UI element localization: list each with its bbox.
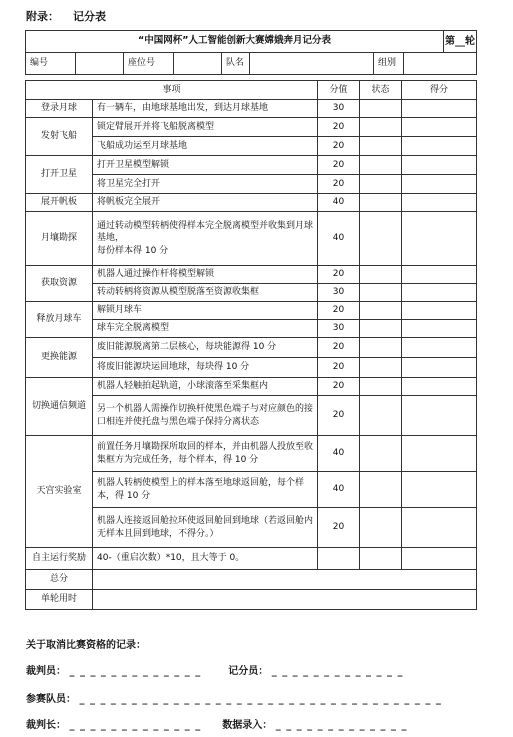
task-points: 20 (318, 137, 360, 156)
task-description: 机器人转柄使模型上的样本落至地球返回舱，每个样本，得 10 分 (93, 472, 318, 508)
task-points: 40 (318, 194, 360, 212)
summary-row (26, 590, 477, 610)
task-category: 登录月球 (26, 100, 93, 118)
task-description: 球车完全脱离模型 (93, 320, 318, 338)
participant-label: 参赛队员： (26, 694, 76, 705)
col-header-score: 得分 (402, 81, 477, 100)
status-cell[interactable] (360, 396, 402, 436)
task-row (26, 266, 477, 284)
status-cell[interactable] (360, 378, 402, 396)
task-description: 有一辆车，由地球基地出发，到达月球基地 (93, 100, 318, 118)
task-category: 月壤勘探 (26, 212, 93, 266)
task-description: 机器人连接返回舱拉环使返回舱回到地球（若返回舱内无样本且回到地球，不得分。） (93, 508, 318, 548)
task-description: 转动转柄将资源从模型脱落至资源收集框 (93, 284, 318, 302)
score-cell[interactable] (402, 266, 477, 284)
task-row (26, 436, 477, 472)
score-cell[interactable] (402, 284, 477, 302)
task-row (26, 320, 477, 338)
referee-label: 裁判员： (26, 666, 66, 677)
status-cell[interactable] (360, 338, 402, 358)
status-cell[interactable] (360, 472, 402, 508)
task-category: 获取资源 (26, 266, 93, 302)
status-cell[interactable] (360, 118, 402, 137)
task-points: 20 (318, 338, 360, 358)
round-time-label: 单轮用时 (26, 590, 93, 610)
task-description: 将卫星完全打开 (93, 175, 318, 194)
task-description: 机器人通过操作杆将模型解锁 (93, 266, 318, 284)
task-description: 通过转动模型转柄使得样本完全脱离模型并收集到月球基地， 每份样本得 10 分 (93, 212, 318, 266)
col-header-item: 事项 (26, 81, 318, 100)
task-points: 20 (318, 266, 360, 284)
task-points: 40 (318, 436, 360, 472)
scoresheet-title: “中国网杯”人工智能创新大赛嫦娥奔月记分表 (26, 31, 444, 53)
task-description: 将帆板完全展开 (93, 194, 318, 212)
scorer-signature-field[interactable]: _ _ _ _ _ _ _ _ _ _ _ _ _ (271, 666, 404, 677)
chief-line (26, 716, 408, 731)
referee-signature-field[interactable]: _ _ _ _ _ _ _ _ _ _ _ _ _ (69, 666, 202, 677)
task-description: 另一个机器人需操作切换杆使黑色端子与对应颜色的接口相连并使托盘与黑色端子保持分离状态 (93, 396, 318, 436)
task-points: 20 (318, 358, 360, 378)
task-description: 打开卫星模型解锁 (93, 156, 318, 175)
scorer-label: 记分员： (228, 666, 269, 677)
task-points: 20 (318, 302, 360, 320)
task-row (26, 338, 477, 358)
status-cell[interactable] (360, 358, 402, 378)
score-cell[interactable] (402, 378, 477, 396)
score-cell[interactable] (402, 338, 477, 358)
score-cell[interactable] (402, 548, 477, 570)
task-description: 解锁月球车 (93, 302, 318, 320)
score-cell[interactable] (402, 320, 477, 338)
task-row (26, 358, 477, 378)
status-cell[interactable] (360, 284, 402, 302)
score-cell[interactable] (402, 396, 477, 436)
score-cell[interactable] (402, 137, 477, 156)
appendix-label: 附录： (26, 10, 59, 23)
task-description: 锁定臂展开并将飞船脱离模型 (93, 118, 318, 137)
task-category: 释放月球车 (26, 302, 93, 338)
score-table-header (26, 81, 477, 100)
task-row (26, 472, 477, 508)
task-description: 飞船成功运至月球基地 (93, 137, 318, 156)
team-label: 队名 (222, 53, 250, 75)
task-points: 30 (318, 284, 360, 302)
chief-label: 裁判长： (26, 720, 66, 731)
task-points: 20 (318, 378, 360, 396)
group-field[interactable] (404, 53, 477, 75)
task-points: 20 (318, 175, 360, 194)
task-row (26, 175, 477, 194)
task-description: 将废旧能源块运回地球，每块得 10 分 (93, 358, 318, 378)
task-points: 20 (318, 396, 360, 436)
task-category: 展开帆板 (26, 194, 93, 212)
task-row (26, 548, 477, 570)
chief-signature-field[interactable]: _ _ _ _ _ _ _ _ _ _ _ _ _ (69, 720, 202, 731)
disqualify-label: 关于取消比赛资格的记录： (26, 640, 146, 651)
task-category: 自主运行奖励 (26, 548, 93, 570)
score-cell[interactable] (402, 100, 477, 118)
status-cell[interactable] (360, 436, 402, 472)
task-points: 20 (318, 508, 360, 548)
task-category: 天宫实验室 (26, 436, 93, 548)
data-entry-label: 数据录入： (222, 720, 273, 731)
seat-label: 座位号 (124, 53, 174, 75)
status-cell[interactable] (360, 100, 402, 118)
task-row (26, 156, 477, 175)
seat-field[interactable] (174, 53, 222, 75)
score-table (25, 80, 477, 610)
task-points: 40 (318, 212, 360, 266)
score-cell[interactable] (402, 118, 477, 137)
status-cell[interactable] (360, 548, 402, 570)
task-row (26, 100, 477, 118)
score-cell[interactable] (402, 302, 477, 320)
status-cell[interactable] (360, 508, 402, 548)
task-description: 机器人轻触拍起轨道，小球滚落至采集框内 (93, 378, 318, 396)
status-cell[interactable] (360, 212, 402, 266)
task-points: 20 (318, 156, 360, 175)
task-category: 更换能源 (26, 338, 93, 378)
task-points: 40 (318, 472, 360, 508)
appendix-title: 记分表 (73, 10, 106, 23)
score-cell[interactable] (402, 156, 477, 175)
data-entry-field[interactable]: _ _ _ _ _ _ _ _ _ _ _ _ _ (275, 720, 408, 731)
score-cell[interactable] (402, 175, 477, 194)
task-row (26, 378, 477, 396)
task-description: 前置任务月壤勘探所取回的样本，并由机器人投放至收集框方为完成任务，每个样本，得 10 分 (93, 436, 318, 472)
score-cell[interactable] (402, 212, 477, 266)
participant-signature-field[interactable]: _ _ _ _ _ _ _ _ _ _ _ _ _ _ _ _ _ _ _ _ _ _ _ _ _ _ _ _ _ _ _ _ _ _ _ (79, 694, 442, 705)
task-description: 废旧能源脱离第二层核心，每块能源得 10 分 (93, 338, 318, 358)
team-field[interactable] (250, 53, 374, 75)
task-row (26, 212, 477, 266)
score-cell[interactable] (402, 194, 477, 212)
status-cell[interactable] (360, 302, 402, 320)
status-cell[interactable] (360, 320, 402, 338)
number-label: 编号 (26, 53, 76, 75)
task-points: 30 (318, 100, 360, 118)
task-category: 发射飞船 (26, 118, 93, 156)
score-cell[interactable] (402, 358, 477, 378)
header-table (25, 30, 477, 75)
task-row (26, 508, 477, 548)
task-description: 40-（重启次数）*10，且大等于 0。 (93, 548, 318, 570)
task-points: 30 (318, 320, 360, 338)
status-cell[interactable] (360, 175, 402, 194)
task-row (26, 137, 477, 156)
number-field[interactable] (76, 53, 124, 75)
status-cell[interactable] (360, 266, 402, 284)
referee-line (26, 662, 404, 677)
status-cell[interactable] (360, 137, 402, 156)
task-row (26, 396, 477, 436)
status-cell[interactable] (360, 156, 402, 175)
round-field[interactable]: 第__轮 (444, 31, 477, 53)
task-row (26, 194, 477, 212)
task-row (26, 118, 477, 137)
total-score-cell[interactable] (93, 570, 477, 590)
task-category: 切换通信频道 (26, 378, 93, 436)
task-points (318, 548, 360, 570)
task-points: 20 (318, 118, 360, 137)
round-time-cell[interactable] (93, 590, 477, 610)
col-header-points: 分值 (318, 81, 360, 100)
task-row (26, 302, 477, 320)
group-label: 组别 (374, 53, 404, 75)
task-row (26, 284, 477, 302)
score-cell[interactable] (402, 472, 477, 508)
task-category: 打开卫星 (26, 156, 93, 194)
score-cell[interactable] (402, 508, 477, 548)
appendix-heading (26, 8, 120, 24)
total-score-label: 总分 (26, 570, 93, 590)
col-header-status: 状态 (360, 81, 402, 100)
participant-line (26, 690, 442, 705)
score-cell[interactable] (402, 436, 477, 472)
status-cell[interactable] (360, 194, 402, 212)
summary-row (26, 570, 477, 590)
